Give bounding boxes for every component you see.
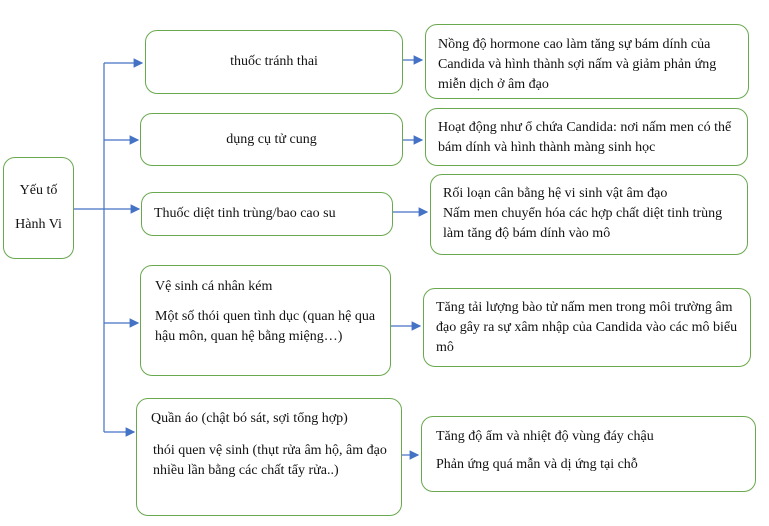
factor-label: dụng cụ tử cung bbox=[226, 131, 317, 147]
effect-line-2: Nấm men chuyển hóa các hợp chất diệt tinh trùng làm tăng độ bám dính vào mô bbox=[443, 206, 723, 241]
root-line-2: Hành Vi bbox=[15, 217, 62, 232]
factor-node-spermicide bbox=[141, 192, 393, 236]
effect-node-spore-load bbox=[423, 288, 751, 367]
effect-text: Tăng tải lượng bào tử nấm men trong môi trường âm đạo gây ra sự xâm nhập của Candida vào các mô biểu mô bbox=[436, 300, 738, 355]
effect-text: Nồng độ hormone cao làm tăng sự bám dính của Candida và hình thành sợi nấm và giảm phản ứng miễn dịch ở âm đạo bbox=[438, 37, 717, 92]
effect-node-microbiome bbox=[430, 174, 748, 255]
effect-node-reservoir bbox=[425, 108, 748, 166]
effect-node-humidity bbox=[421, 416, 756, 492]
factor-node-hygiene bbox=[140, 265, 391, 376]
root-line-1: Yếu tố bbox=[19, 183, 58, 198]
factor-node-contraceptive bbox=[145, 30, 403, 94]
factor-line-2: Một số thói quen tình dục (quan hệ qua hậu môn, quan hệ bằng miệng…) bbox=[155, 309, 376, 344]
effect-line-1: Tăng độ ẩm và nhiệt độ vùng đáy chậu bbox=[436, 429, 654, 444]
effect-text: Hoạt động như ổ chứa Candida: nơi nấm men có thể bám dính và hình thành màng sinh học bbox=[438, 120, 732, 155]
factor-line-1: Quần áo (chật bó sát, sợi tổng hợp) bbox=[151, 411, 348, 426]
root-node bbox=[3, 157, 74, 259]
factor-node-clothing bbox=[136, 398, 402, 516]
factor-line-2: thói quen vệ sinh (thụt rửa âm hộ, âm đạo nhiều lần bằng các chất tẩy rửa..) bbox=[153, 443, 387, 478]
factor-label: thuốc tránh thai bbox=[230, 54, 318, 69]
factor-label: Thuốc diệt tinh trùng/bao cao su bbox=[154, 206, 336, 221]
effect-line-2: Phản ứng quá mẫn và dị ứng tại chỗ bbox=[436, 457, 638, 472]
factor-node-iud bbox=[140, 113, 403, 166]
effect-node-hormone bbox=[425, 24, 749, 99]
factor-line-1: Vệ sinh cá nhân kém bbox=[155, 279, 273, 294]
effect-line-1: Rối loạn cân bằng hệ vi sinh vật âm đạo bbox=[443, 186, 668, 201]
